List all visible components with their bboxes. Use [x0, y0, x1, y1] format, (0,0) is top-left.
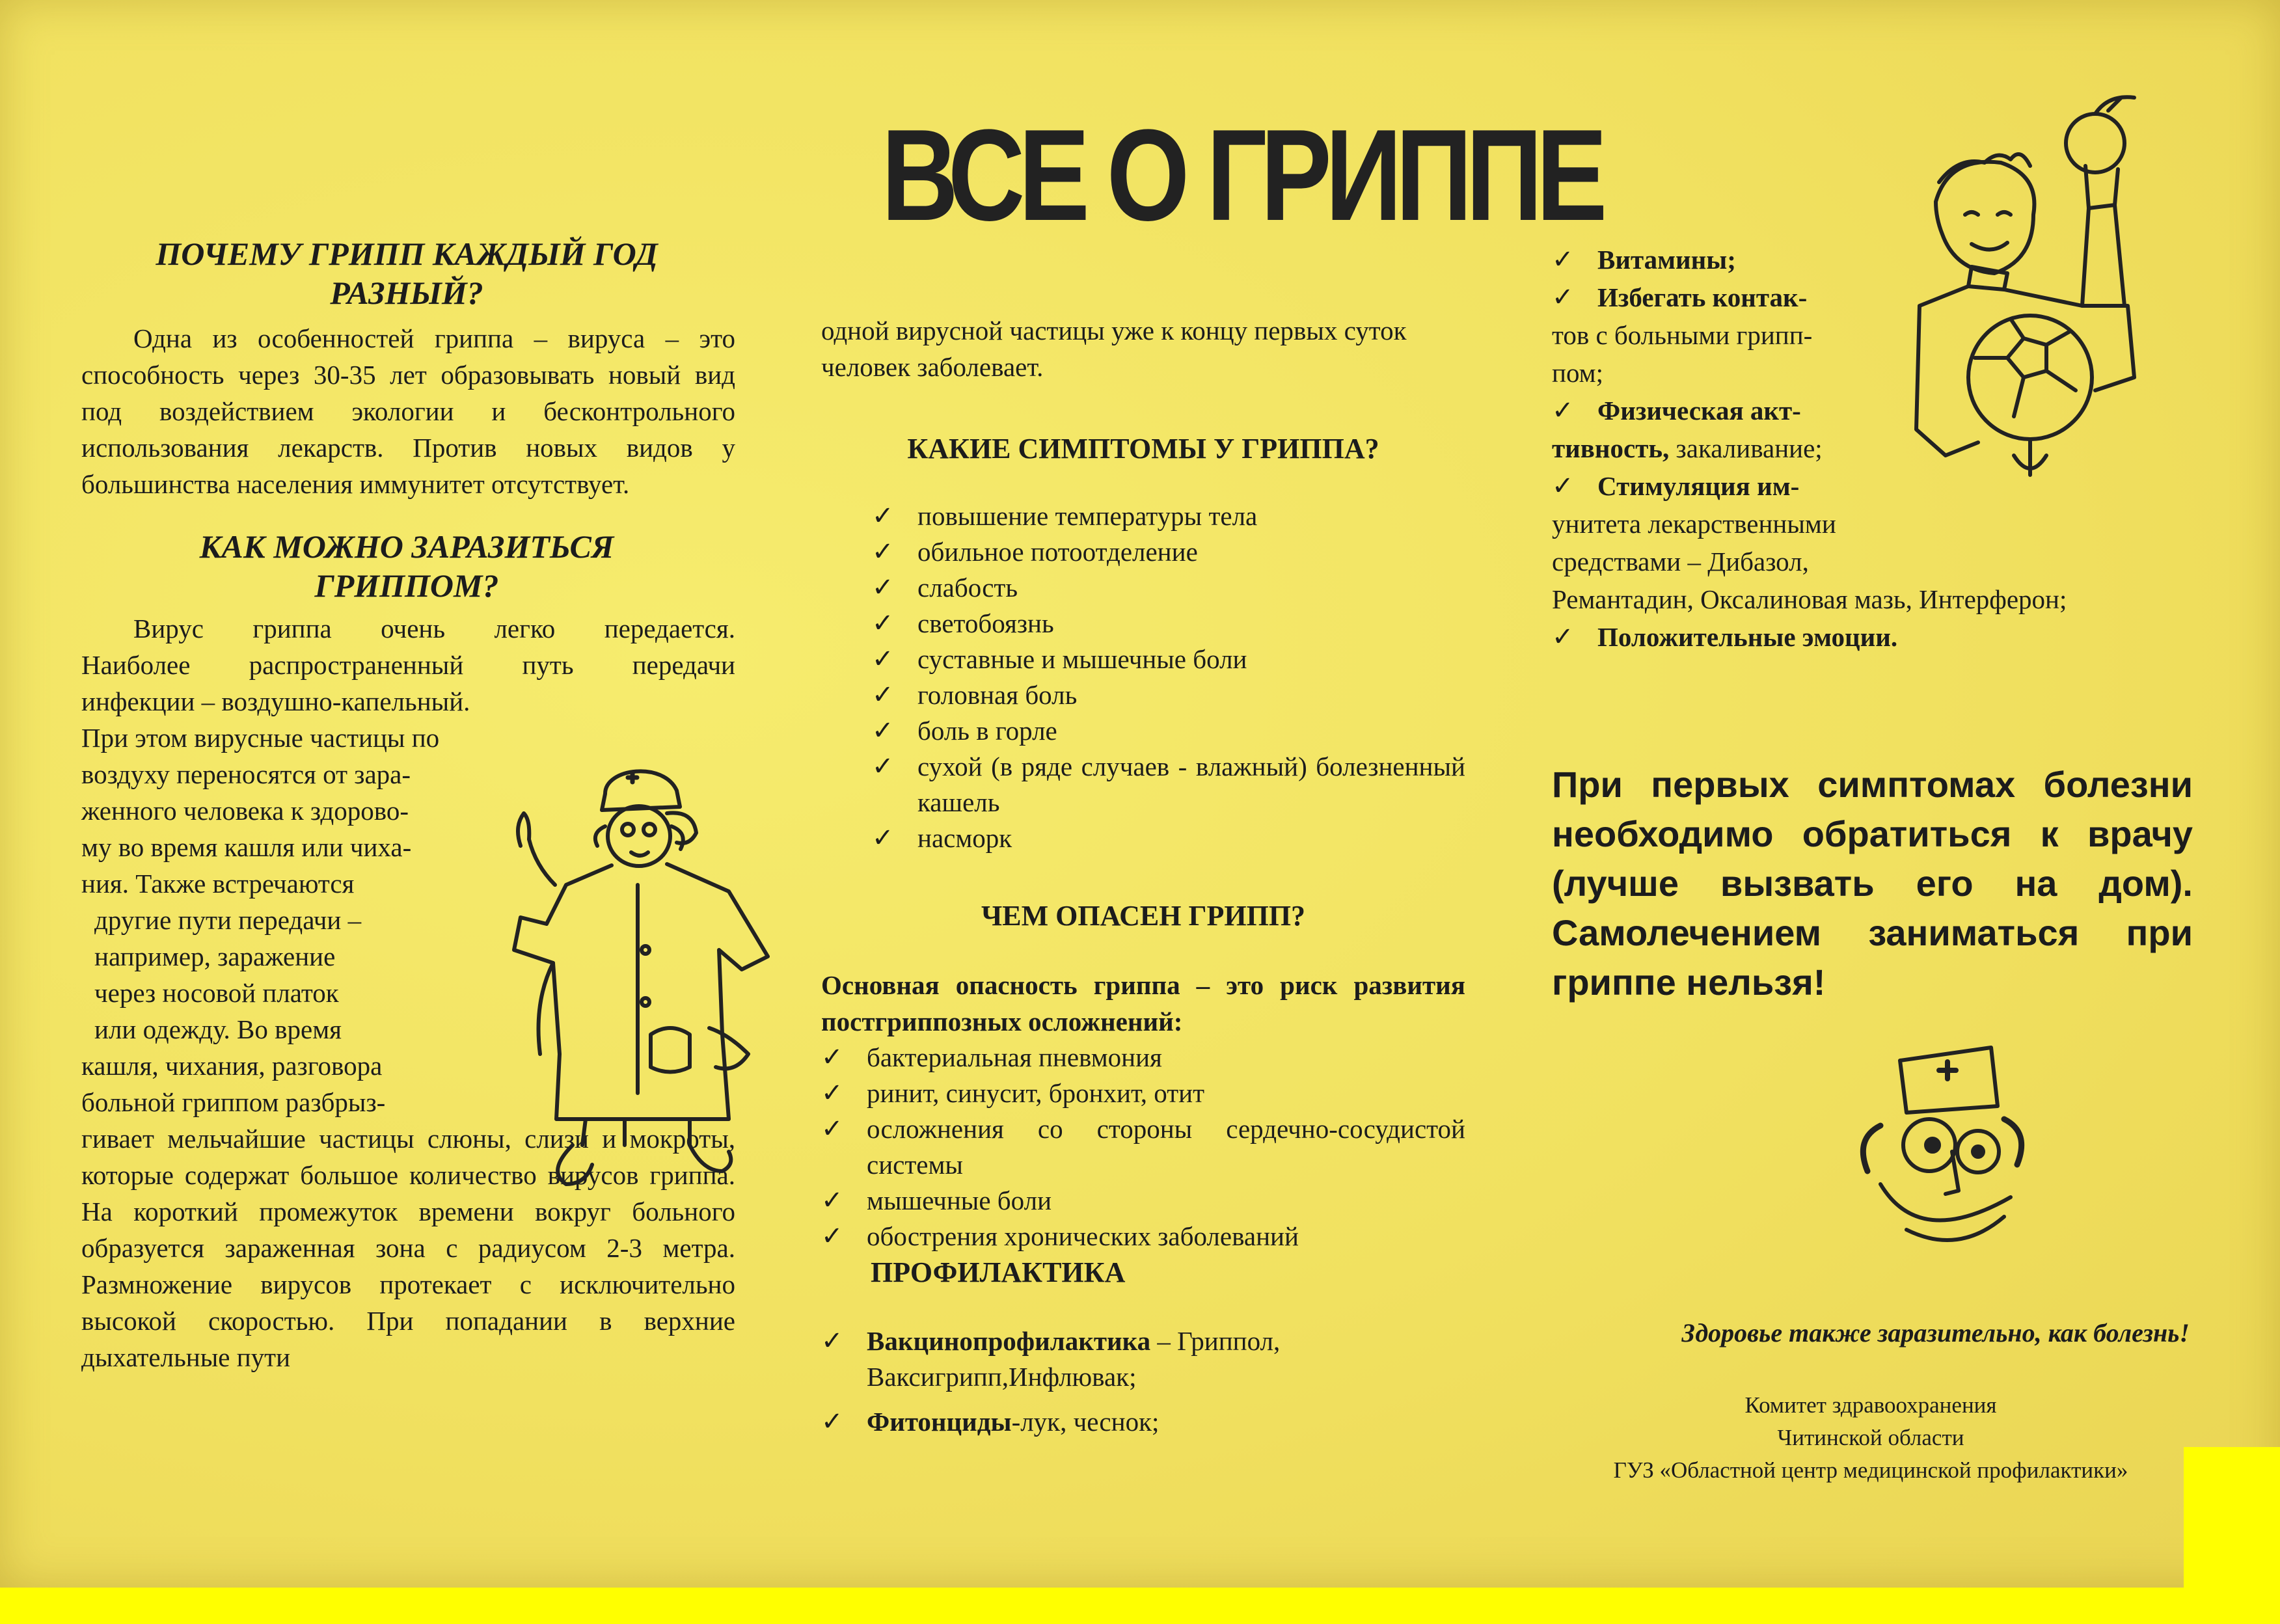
- motto: Здоровье также заразительно, как болезнь!: [1681, 1318, 2190, 1347]
- list-item-text: сухой (в ряде случаев - влажный) болезненный кашель: [917, 751, 1465, 817]
- check-mark-icon: ✓: [1552, 282, 1574, 312]
- middle-column: [821, 312, 1465, 1449]
- doctor-face-illustration-icon: [1854, 1035, 2037, 1256]
- wrapped-line: Наиболее распространенный путь передачи: [81, 650, 735, 680]
- heading-prevention: ПРОФИЛАКТИКА: [871, 1256, 1126, 1288]
- heading-why-different: ПОЧЕМУ ГРИПП КАЖДЫЙ ГОД РАЗНЫЙ?: [156, 236, 658, 311]
- list-item-text: средствами – Дибазол,: [1552, 547, 1809, 576]
- list-item-bold: Физическая акт-: [1597, 396, 1801, 426]
- list-item-text: боль в горле: [917, 716, 1057, 746]
- list-item-text: пом;: [1552, 358, 1603, 388]
- list-item-bold: Стимуляция им-: [1597, 471, 1800, 501]
- list-item-bold: Избегать контак-: [1597, 282, 1808, 312]
- symptoms-list: [872, 498, 1465, 856]
- scan-corner-patch: [2184, 1447, 2280, 1588]
- check-mark-icon: ✓: [1552, 471, 1574, 501]
- list-item: [872, 677, 1465, 713]
- list-item-text: -лук, чеснок;: [1011, 1407, 1160, 1437]
- list-item-text: насморк: [917, 823, 1012, 853]
- check-mark-icon: ✓: [872, 608, 894, 638]
- list-item: [872, 713, 1465, 749]
- heading-symptoms: КАКИЕ СИМПТОМЫ У ГРИППА?: [907, 433, 1379, 465]
- list-item-bold: Фитонциды: [867, 1407, 1012, 1437]
- check-mark-icon: ✓: [872, 501, 894, 531]
- wrapped-line: воздуху переносятся от зара-: [81, 759, 411, 789]
- nurse-illustration-icon: [495, 755, 794, 1204]
- list-item: [1552, 580, 2193, 618]
- paragraph-why-different: Одна из особенностей гриппа – вируса – это способность через 30-35 лет образовывать новый вид под воздействием экологии и бесконтрольного использования лекарств. Против новых видов у большинства населения иммунитет отсутствует.: [81, 323, 735, 499]
- heading-danger: ЧЕМ ОПАСЕН ГРИПП?: [981, 900, 1306, 932]
- list-item-text: суставные и мышечные боли: [917, 644, 1247, 674]
- list-item-text: закаливание;: [1669, 433, 1823, 463]
- list-item-text: осложнения со стороны сердечно-сосудистой системы: [867, 1114, 1465, 1180]
- list-item-text: мышечные боли: [867, 1185, 1052, 1215]
- list-item: [872, 642, 1465, 677]
- scan-bottom-band: [0, 1588, 2280, 1624]
- footer-line: ГУЗ «Областной центр медицинской профилактики»: [1613, 1457, 2128, 1483]
- list-item-text: слабость: [917, 573, 1018, 602]
- prevention-list: [821, 1323, 1465, 1440]
- list-item-text: бактериальная пневмония: [867, 1042, 1162, 1072]
- wrapped-line: другие пути передачи –: [94, 905, 362, 935]
- wrapped-line: через носовой платок: [94, 978, 339, 1008]
- check-mark-icon: ✓: [872, 537, 894, 567]
- list-item-text: повышение температуры тела: [917, 501, 1258, 531]
- check-mark-icon: ✓: [872, 716, 894, 746]
- list-item-bold: тивность,: [1552, 433, 1670, 463]
- check-mark-icon: ✓: [1552, 622, 1574, 652]
- list-item: [821, 1404, 1465, 1440]
- list-item: [821, 1219, 1465, 1254]
- list-item: [872, 606, 1465, 642]
- check-mark-icon: ✓: [821, 1407, 843, 1437]
- footer-line: Комитет здравоохранения: [1744, 1392, 1997, 1418]
- list-item: [1552, 505, 2193, 543]
- check-mark-icon: ✓: [872, 823, 894, 853]
- list-item: [872, 534, 1465, 570]
- list-item-text: обильное потоотделение: [917, 537, 1198, 567]
- wrapped-line: или одежду. Во время: [94, 1014, 342, 1044]
- check-mark-icon: ✓: [872, 680, 894, 710]
- paragraph-how-infected-rest: гивает мельчайшие частицы слюны, слизи и мокроты, которые содержат большое количество вирусов гриппа. На короткий промежуток времени вокруг больного образуется зараженная зона с радиусом 2-3 метра. Размножение вирусов протекает с исключительно высокой скоростью. При попадании в верхние дыхательные пути: [81, 1124, 735, 1372]
- wrapped-line: кашля, чихания, разговора: [81, 1051, 383, 1081]
- list-item-text: – Гриппол, Ваксигрипп,Инфлювак;: [867, 1326, 1281, 1392]
- list-item: [821, 1076, 1465, 1111]
- wrapped-line: му во время кашля или чиха-: [81, 832, 412, 862]
- list-item-bold: Вакцинопрофилактика: [867, 1326, 1151, 1356]
- check-mark-icon: ✓: [872, 644, 894, 674]
- wrapped-line: ния. Также встречаются: [81, 869, 355, 899]
- list-item: [821, 1040, 1465, 1076]
- list-item-text: Ремантадин, Оксалиновая мазь, Интерферон;: [1552, 584, 2067, 614]
- check-mark-icon: ✓: [1552, 396, 1574, 426]
- list-item: [821, 1183, 1465, 1219]
- check-mark-icon: ✓: [872, 573, 894, 602]
- wrapped-line: При этом вирусные частицы по: [81, 723, 440, 753]
- check-mark-icon: ✓: [872, 751, 894, 781]
- check-mark-icon: ✓: [821, 1221, 843, 1251]
- organization-footer: [1552, 1389, 2190, 1487]
- wrapped-line: больной гриппом разбрыз-: [81, 1087, 386, 1117]
- check-mark-icon: ✓: [821, 1185, 843, 1215]
- paragraph-continuation: одной вирусной частицы уже к концу первых суток человек заболевает.: [821, 316, 1407, 382]
- wrapped-line: например, заражение: [94, 941, 336, 971]
- list-item-text: светобоязнь: [917, 608, 1054, 638]
- check-mark-icon: ✓: [821, 1326, 843, 1356]
- wrapped-line: женного человека к здорово-: [81, 796, 409, 826]
- list-item: [872, 749, 1465, 820]
- list-item: [872, 820, 1465, 856]
- check-mark-icon: ✓: [821, 1114, 843, 1144]
- check-mark-icon: ✓: [821, 1042, 843, 1072]
- list-item: [1552, 543, 2193, 580]
- check-mark-icon: ✓: [821, 1078, 843, 1108]
- list-item-text: унитета лекарственными: [1552, 509, 1836, 539]
- list-item-bold: Витамины;: [1597, 245, 1736, 275]
- heading-how-infected: КАК МОЖНО ЗАРАЗИТЬСЯ ГРИППОМ?: [199, 528, 614, 604]
- complications-list: [821, 1040, 1465, 1254]
- check-mark-icon: ✓: [1552, 245, 1574, 275]
- list-item-text: ринит, синусит, бронхит, отит: [867, 1078, 1205, 1108]
- list-item: [872, 570, 1465, 606]
- list-item-text: обострения хронических заболеваний: [867, 1221, 1299, 1251]
- list-item-text: головная боль: [917, 680, 1078, 710]
- list-item: [872, 498, 1465, 534]
- list-item: [821, 1323, 1465, 1395]
- wrapped-line: инфекции – воздушно-капельный.: [81, 686, 470, 716]
- list-item: [1552, 618, 2193, 656]
- leaflet-title: ВСЕ О ГРИППЕ: [881, 103, 1601, 248]
- danger-intro: Основная опасность гриппа – это риск развития постгриппозных осложнений:: [821, 970, 1465, 1036]
- list-item-bold: Положительные эмоции.: [1597, 622, 1898, 652]
- wrapped-line: Вирус гриппа очень легко передается.: [133, 614, 735, 643]
- call-to-action: При первых симптомах болезни необходимо обратиться к врачу (лучше вызвать его на дом). Самолечением заниматься при гриппе нельзя!: [1552, 764, 2193, 1003]
- footer-line: Читинской области: [1777, 1425, 1964, 1450]
- sportsman-illustration-icon: [1900, 91, 2180, 508]
- list-item: [821, 1111, 1465, 1183]
- list-item-text: тов с больными грипп-: [1552, 320, 1813, 350]
